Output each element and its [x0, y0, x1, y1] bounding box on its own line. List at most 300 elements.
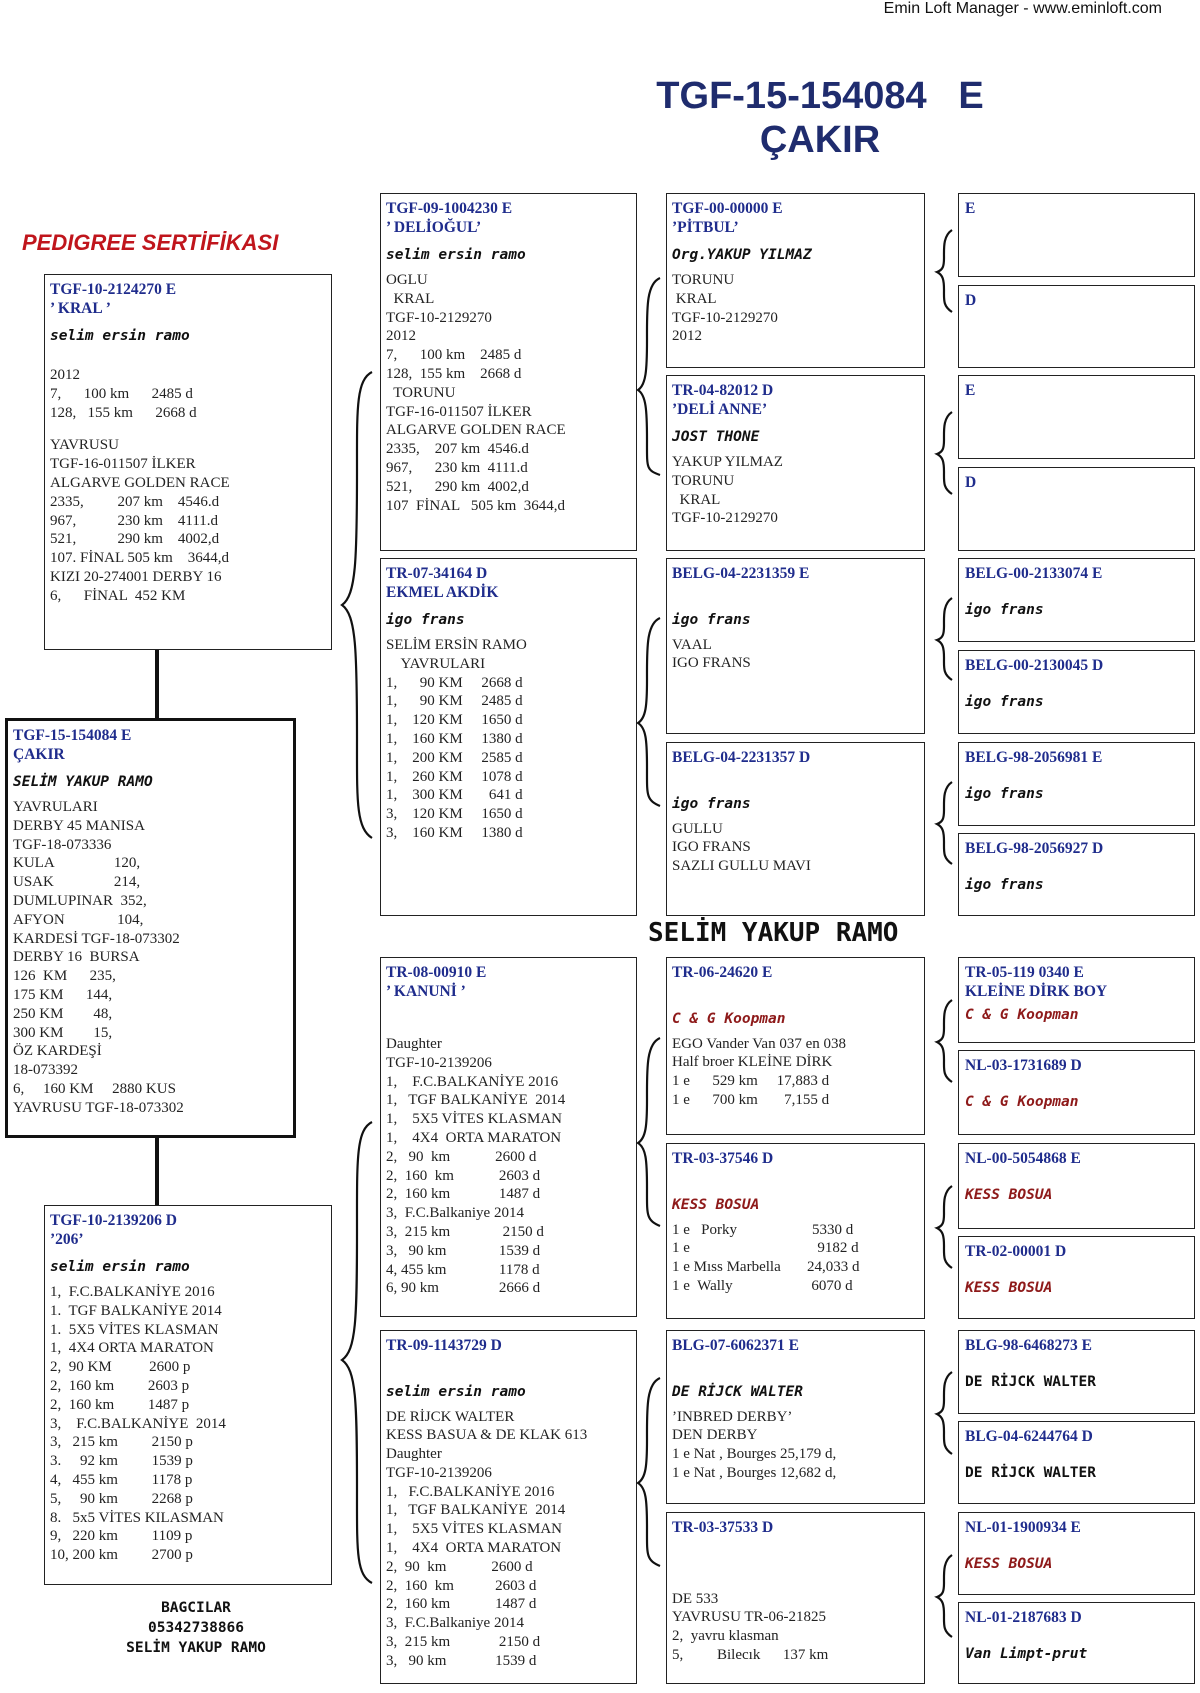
info-line: 2, 160 km 2603 p: [50, 1377, 190, 1394]
info-line: 1 e 700 km 7,155 d: [672, 1091, 830, 1108]
box-info: [386, 1035, 631, 1298]
info-line: 3, F.C.Balkaniye 2014: [386, 1615, 524, 1632]
info-line: TORUNU: [386, 384, 456, 401]
pedigree-box-g9: [958, 957, 1195, 1043]
info-line: 521, 290 km 4002,d: [50, 531, 220, 548]
info-line: 2, 160 km 1487 d: [386, 1186, 541, 1203]
box-info: [672, 1221, 919, 1296]
owner-name: DE RİJCK WALTER: [965, 1373, 1096, 1390]
title-bird-name: ÇAKIR: [759, 119, 881, 161]
info-line: KRAL: [386, 290, 435, 307]
brace-icon: [937, 598, 952, 680]
info-line: IGO FRANS: [672, 655, 751, 672]
info-line: 1, F.C.BALKANİYE 2016: [50, 1284, 215, 1300]
owner-name: igo frans: [386, 612, 465, 628]
info-line: 9, 220 km 1109 p: [50, 1528, 193, 1545]
ring-number: BLG-04-6244764 D: [965, 1428, 1093, 1445]
info-line: 2, 90 km 2600 d: [386, 1148, 537, 1165]
bird-name: [672, 983, 919, 1001]
info-line: TGF-10-2139206: [386, 1464, 492, 1481]
box-header: [386, 200, 631, 237]
contact-city: BAGCILAR: [161, 1600, 231, 1616]
info-line: YAKUP YILMAZ: [672, 454, 783, 470]
owner-name: KESS BOSUA: [965, 1186, 1053, 1203]
pedigree-box-dsd: [666, 1143, 925, 1319]
box-info: [386, 636, 631, 843]
brace-icon: [342, 372, 372, 838]
info-line: EGO Vander Van 037 en 038: [672, 1035, 847, 1052]
info-line: 1, 90 KM 2668 d: [386, 674, 523, 691]
owner-name: igo frans: [965, 601, 1044, 618]
info-line: 2, 90 km 2600 d: [386, 1558, 533, 1575]
ring-number: NL-01-1900934 E: [965, 1519, 1081, 1536]
info-line: 1, 5X5 VİTES KLASMAN: [386, 1111, 562, 1128]
box-header: [965, 1428, 1188, 1447]
pedigree-box-g16: [958, 1602, 1195, 1684]
ring-number: TR-05-119 0340 E: [965, 964, 1084, 981]
bird-name: ’DELİ ANNE’: [672, 400, 768, 418]
ring-number: D: [965, 292, 977, 309]
info-line: 128, 155 km 2668 d: [386, 365, 522, 382]
info-line: 18-073392: [13, 1062, 78, 1079]
ring-number: BELG-04-2231357 D: [672, 749, 811, 766]
brace-icon: [937, 1372, 952, 1454]
pedigree-box-ssd: [666, 375, 925, 551]
info-line: 2, yavru klasman: [672, 1628, 779, 1645]
brace-icon: [638, 1038, 660, 1226]
info-line: 1 e 529 km 17,883 d: [672, 1073, 830, 1090]
box-header: [965, 749, 1188, 768]
box-header: [965, 1243, 1188, 1262]
info-line: KULA 120,: [13, 855, 141, 872]
info-line: 300 KM 15,: [13, 1024, 113, 1041]
info-line: 107. FİNAL 505 km 3644,d: [50, 550, 230, 567]
info-line: 2012: [386, 328, 416, 345]
bird-name: [672, 1169, 919, 1187]
info-line: 10, 200 km 2700 p: [50, 1547, 193, 1564]
contact-block: [96, 1598, 296, 1658]
pedigree-box-g2: [958, 285, 1195, 368]
info-line: DEN DERBY: [672, 1427, 758, 1444]
box-header: [672, 749, 919, 786]
info-line: 3. 92 km 1539 p: [50, 1453, 193, 1470]
ring-number: BELG-98-2056981 E: [965, 749, 1103, 766]
bird-name: ’206’: [50, 1230, 84, 1248]
ring-number: TGF-00-00000 E: [672, 200, 783, 217]
ring-number: BELG-00-2130045 D: [965, 657, 1104, 674]
info-line: 107 FİNAL 505 km 3644,d: [386, 497, 566, 514]
info-line: 1, 5X5 VİTES KLASMAN: [386, 1521, 562, 1538]
info-line: TGF-10-2129270: [672, 510, 778, 527]
contact-phone: 05342738866: [147, 1620, 245, 1636]
info-line: 967, 230 km 4111.d: [50, 512, 219, 529]
info-line: [50, 422, 326, 436]
info-line: 1, 90 KM 2485 d: [386, 693, 523, 710]
ring-number: BELG-98-2056927 D: [965, 840, 1104, 857]
ring-number: TR-07-34164 D: [386, 565, 488, 582]
info-line: Daughter: [386, 1446, 442, 1463]
bird-name: [672, 768, 919, 786]
box-header: [386, 1337, 631, 1374]
info-line: DERBY 16 BURSA: [13, 949, 140, 966]
owner-name: C & G Koopman: [965, 1007, 1079, 1023]
box-header: [965, 1150, 1188, 1169]
info-line: AFYON 104,: [13, 911, 144, 928]
ring-number: E: [965, 200, 976, 217]
owner-name: [965, 329, 1188, 345]
info-line: 3, 90 km 1539 d: [386, 1242, 541, 1259]
box-header: [965, 1609, 1188, 1628]
box-info: [672, 453, 919, 528]
info-line: SAZLI GULLU MAVI: [672, 858, 811, 875]
ring-number: NL-01-2187683 D: [965, 1609, 1082, 1626]
ring-number: D: [965, 474, 977, 491]
info-line: TGF-16-011507 İLKER: [50, 456, 196, 473]
ring-number: TR-03-37533 D: [672, 1519, 774, 1536]
box-header: [672, 382, 919, 419]
owner-name: igo frans: [965, 876, 1044, 893]
info-line: YAVRUSU TGF-18-073302: [13, 1099, 184, 1116]
owner-name: [965, 511, 1188, 527]
owner-name: DE RİJCK WALTER: [672, 1383, 803, 1400]
box-info: [672, 636, 919, 674]
info-line: VAAL: [672, 636, 712, 653]
certificate-title: PEDIGREE SERTİFİKASI: [22, 230, 279, 255]
info-line: 2, 160 km 1487 d: [386, 1596, 537, 1613]
brace-icon: [638, 618, 660, 806]
info-line: 2, 160 km 1487 p: [50, 1396, 190, 1413]
info-line: 2012: [672, 328, 702, 345]
box-info: [386, 1408, 631, 1671]
info-line: KRAL: [672, 290, 717, 307]
pedigree-box-sd: [380, 558, 637, 916]
info-line: ’INBRED DERBY’: [672, 1408, 793, 1425]
pedigree-box-sss: [666, 193, 925, 368]
info-line: 967, 230 km 4111.d: [386, 459, 528, 476]
info-line: 1, 200 KM 2585 d: [386, 749, 523, 766]
ring-number: TR-03-37546 D: [672, 1150, 774, 1167]
box-header: [965, 565, 1188, 584]
pedigree-box-g13: [958, 1330, 1195, 1414]
box-header: [965, 200, 1188, 219]
info-line: 1, 300 KM 641 d: [386, 787, 523, 804]
info-line: 3, 120 KM 1650 d: [386, 806, 523, 823]
info-line: 3, 215 km 2150 d: [386, 1223, 544, 1240]
info-line: 2, 160 km 2603 d: [386, 1167, 541, 1184]
info-line: TGF-16-011507 İLKER: [386, 403, 532, 420]
box-header: [672, 1519, 919, 1556]
box-header: [965, 474, 1188, 493]
owner-name: selim ersin ramo: [50, 328, 190, 344]
info-line: OGLU: [386, 272, 428, 288]
info-line: 2, 90 KM 2600 p: [50, 1359, 191, 1376]
pedigree-box-g11: [958, 1143, 1195, 1229]
box-header: [965, 964, 1188, 1001]
bird-name: [672, 584, 919, 602]
pedigree-box-g15: [958, 1512, 1195, 1595]
contact-name: SELİM YAKUP RAMO: [126, 1640, 266, 1656]
box-header: [672, 1150, 919, 1187]
info-line: KARDESİ TGF-18-073302: [13, 930, 180, 947]
owner-name: SELİM YAKUP RAMO: [13, 774, 153, 790]
info-line: ALGARVE GOLDEN RACE: [50, 474, 230, 491]
brace-icon: [937, 412, 952, 494]
pedigree-box-g4: [958, 467, 1195, 551]
info-line: 3, 90 km 1539 d: [386, 1652, 537, 1669]
info-line: SELİM ERSİN RAMO: [386, 637, 527, 653]
box-header: [13, 727, 288, 764]
pedigree-box-g5: [958, 558, 1195, 642]
pedigree-box-g10: [958, 1050, 1195, 1135]
owner-name: C & G Koopman: [672, 1010, 786, 1027]
owner-name: selim ersin ramo: [386, 247, 526, 263]
pedigree-box-g6: [958, 650, 1195, 734]
info-line: 7, 100 km 2485 d: [386, 347, 522, 364]
info-line: TGF-10-2129270: [386, 309, 492, 326]
brace-icon: [937, 1555, 952, 1637]
ring-number: TR-02-00001 D: [965, 1243, 1067, 1260]
bird-name: ’ KANUNİ ’: [386, 982, 466, 1000]
box-header: [672, 964, 919, 1001]
info-line: 6, FİNAL 452 KM: [50, 587, 186, 604]
info-line: 2335, 207 km 4546.d: [50, 493, 220, 510]
box-info: [672, 1035, 919, 1110]
info-line: 1. 5X5 VİTES KLASMAN: [50, 1321, 219, 1338]
pedigree-box-subject: [5, 718, 296, 1138]
info-line: 1, 260 KM 1078 d: [386, 768, 523, 785]
pedigree-box-ss: [380, 193, 637, 551]
info-line: 3, 160 KM 1380 d: [386, 824, 523, 841]
pedigree-box-dam: [44, 1205, 332, 1585]
box-header: [50, 281, 326, 318]
brace-icon: [937, 782, 952, 864]
ring-number: BLG-98-6468273 E: [965, 1337, 1093, 1354]
box-info: [672, 1590, 919, 1665]
bird-name: ’PİTBUL’: [672, 218, 739, 236]
info-line: DUMLUPINAR 352,: [13, 892, 147, 909]
info-line: KIZI 20-274001 DERBY 16: [50, 568, 222, 585]
owner-name: [386, 1011, 631, 1027]
info-line: 1, F.C.BALKANİYE 2016: [386, 1073, 559, 1090]
brace-icon: [342, 1122, 372, 1583]
info-line: DERBY 45 MANISA: [13, 817, 145, 834]
ring-number: BELG-04-2231359 E: [672, 565, 810, 582]
pedigree-box-dd: [380, 1330, 637, 1684]
info-line: 3, F.C.BALKANİYE 2014: [50, 1415, 226, 1432]
box-header: [965, 657, 1188, 676]
bird-name: ’ DELİOĞUL’: [386, 218, 482, 236]
info-line: YAVRULARI: [386, 655, 486, 672]
info-line: GULLU: [672, 820, 723, 837]
owner-name: igo frans: [672, 611, 751, 628]
bird-name: EKMEL AKDİK: [386, 583, 499, 601]
info-line: 3, F.C.Balkaniye 2014: [386, 1205, 524, 1222]
info-line: 3, 215 km 2150 p: [50, 1434, 193, 1451]
info-line: 4, 455 km 1178 p: [50, 1471, 193, 1488]
info-line: ÖZ KARDEŞİ: [13, 1043, 102, 1060]
info-line: 5, Bilecık 137 km: [672, 1646, 829, 1663]
info-line: TGF-10-2139206: [386, 1054, 492, 1071]
info-line: 175 KM 144,: [13, 986, 113, 1003]
info-line: KRAL: [672, 491, 721, 508]
owner-name: Org.YAKUP YILMAZ: [672, 247, 812, 263]
box-header: [965, 292, 1188, 311]
brace-icon: [937, 1000, 952, 1082]
site-credit: Emin Loft Manager - www.eminloft.com: [883, 0, 1162, 17]
pedigree-box-g12: [958, 1236, 1195, 1319]
info-line: KESS BASUA & DE KLAK 613: [386, 1427, 588, 1444]
info-line: 6, 160 KM 2880 KUS: [13, 1080, 176, 1097]
owner-name: igo frans: [965, 785, 1044, 802]
info-line: 1, TGF BALKANİYE 2014: [386, 1092, 566, 1109]
info-line: Daughter: [386, 1036, 442, 1052]
owner-name: [965, 419, 1188, 435]
owner-name: DE RİJCK WALTER: [965, 1464, 1096, 1481]
pedigree-box-g3: [958, 375, 1195, 459]
owner-name: C & G Koopman: [965, 1093, 1079, 1110]
info-line: 126 KM 235,: [13, 968, 116, 985]
box-header: [965, 1337, 1188, 1356]
info-line: DE RİJCK WALTER: [386, 1408, 515, 1425]
owner-name: igo frans: [672, 795, 751, 812]
info-line: TORUNU: [672, 472, 735, 489]
pedigree-box-dss: [666, 957, 925, 1135]
box-header: [50, 1212, 326, 1249]
box-info: [50, 352, 326, 606]
ring-number: BELG-00-2133074 E: [965, 565, 1103, 582]
owner-name: selim ersin ramo: [50, 1259, 190, 1275]
brace-icon: [638, 1378, 660, 1566]
title-ring-number: TGF-15-154084 E: [656, 75, 984, 117]
ring-number: TGF-10-2124270 E: [50, 281, 177, 298]
info-line: TGF-10-2129270: [672, 309, 778, 326]
bird-name: KLEİNE DİRK BOY: [965, 982, 1108, 1000]
info-line: 1 e Wally 6070 d: [672, 1277, 853, 1294]
ring-number: TR-06-24620 E: [672, 964, 773, 981]
ring-number: TGF-09-1004230 E: [386, 200, 513, 217]
pedigree-box-g14: [958, 1421, 1195, 1504]
info-line: 1 e 9182 d: [672, 1240, 859, 1257]
box-header: [672, 200, 919, 237]
info-line: 2, 160 km 2603 d: [386, 1577, 537, 1594]
box-header: [965, 1519, 1188, 1538]
box-info: [13, 798, 288, 1118]
bird-name: [386, 1356, 631, 1374]
box-header: [386, 964, 631, 1001]
ring-number: TR-04-82012 D: [672, 382, 774, 399]
box-info: [386, 271, 631, 515]
info-line: 1, TGF BALKANİYE 2014: [386, 1502, 566, 1519]
brace-icon: [937, 230, 952, 312]
info-line: 3, 215 km 2150 d: [386, 1634, 541, 1651]
pedigree-box-sdd: [666, 742, 925, 916]
breeder-banner: SELİM YAKUP RAMO: [648, 918, 899, 948]
pedigree-box-g7: [958, 742, 1195, 826]
info-line: 4, 455 km 1178 d: [386, 1261, 540, 1278]
owner-name: KESS BOSUA: [672, 1196, 760, 1213]
owner-name: igo frans: [965, 693, 1044, 710]
owner-name: [672, 1566, 919, 1582]
box-header: [965, 382, 1188, 401]
ring-number: TGF-15-154084 E: [13, 727, 132, 744]
info-line: 250 KM 48,: [13, 1005, 113, 1022]
bird-name: [672, 1538, 919, 1556]
owner-name: [965, 237, 1188, 253]
info-line: 5, 90 km 2268 p: [50, 1490, 193, 1507]
ring-number: E: [965, 382, 976, 399]
pedigree-box-sds: [666, 558, 925, 734]
info-line: USAK 214,: [13, 874, 141, 891]
info-line: DE 533: [672, 1590, 719, 1607]
pedigree-box-ds: [380, 957, 637, 1317]
pedigree-box-g1: [958, 193, 1195, 277]
owner-name: KESS BOSUA: [965, 1555, 1053, 1572]
bird-name: [672, 1356, 919, 1374]
info-line: 8. 5x5 VİTES KILASMAN: [50, 1509, 224, 1526]
box-header: [965, 840, 1188, 859]
box-info: [672, 820, 919, 876]
info-line: TORUNU: [672, 272, 735, 288]
info-line: TGF-18-073336: [13, 836, 112, 853]
ring-number: NL-03-1731689 D: [965, 1057, 1082, 1074]
owner-name: JOST THONE: [672, 429, 760, 445]
ring-number: TR-09-1143729 D: [386, 1337, 502, 1354]
info-line: 1, 160 KM 1380 d: [386, 730, 523, 747]
info-line: YAVRUSU TR-06-21825: [672, 1609, 827, 1626]
info-line: ALGARVE GOLDEN RACE: [386, 422, 566, 439]
info-line: 1 e Mıss Marbella 24,033 d: [672, 1259, 860, 1276]
owner-name: selim ersin ramo: [386, 1383, 526, 1400]
bird-name: ÇAKIR: [13, 745, 65, 763]
pedigree-box-dds: [666, 1330, 925, 1504]
info-line: Half broer KLEİNE DİRK: [672, 1054, 833, 1071]
pedigree-box-ddd: [666, 1512, 925, 1684]
info-line: 6, 90 km 2666 d: [386, 1280, 541, 1297]
info-line: YAVRULARI: [13, 799, 98, 815]
info-line: 128, 155 km 2668 d: [50, 404, 197, 421]
info-line: 7, 100 km 2485 d: [50, 385, 193, 402]
info-line: [50, 352, 326, 366]
box-info: [672, 1408, 919, 1483]
info-line: 1, 4X4 ORTA MARATON: [386, 1540, 562, 1557]
info-line: 1, 4X4 ORTA MARATON: [50, 1340, 214, 1357]
owner-name: Van Limpt-prut: [965, 1645, 1088, 1662]
info-line: 2335, 207 km 4546.d: [386, 441, 529, 458]
info-line: IGO FRANS: [672, 839, 751, 856]
info-line: 1, 4X4 ORTA MARATON: [386, 1129, 562, 1146]
box-header: [386, 565, 631, 602]
info-line: 1. TGF BALKANİYE 2014: [50, 1302, 222, 1319]
box-header: [965, 1057, 1188, 1076]
pedigree-box-sire: [44, 274, 332, 650]
owner-name: KESS BOSUA: [965, 1279, 1053, 1296]
box-info: [50, 1283, 326, 1565]
info-line: 1 e Porky 5330 d: [672, 1221, 854, 1238]
brace-icon: [638, 278, 660, 475]
box-header: [672, 1337, 919, 1374]
info-line: 521, 290 km 4002,d: [386, 478, 529, 495]
info-line: 1, F.C.BALKANİYE 2016: [386, 1483, 555, 1500]
pedigree-box-g8: [958, 833, 1195, 916]
bird-name: ’ KRAL ’: [50, 299, 111, 317]
box-info: [672, 271, 919, 346]
ring-number: BLG-07-6062371 E: [672, 1337, 800, 1354]
ring-number: TR-08-00910 E: [386, 964, 487, 981]
ring-number: NL-00-5054868 E: [965, 1150, 1081, 1167]
info-line: 1 e Nat , Bourges 25,179 d,: [672, 1446, 837, 1463]
box-header: [672, 565, 919, 602]
brace-icon: [937, 1186, 952, 1268]
